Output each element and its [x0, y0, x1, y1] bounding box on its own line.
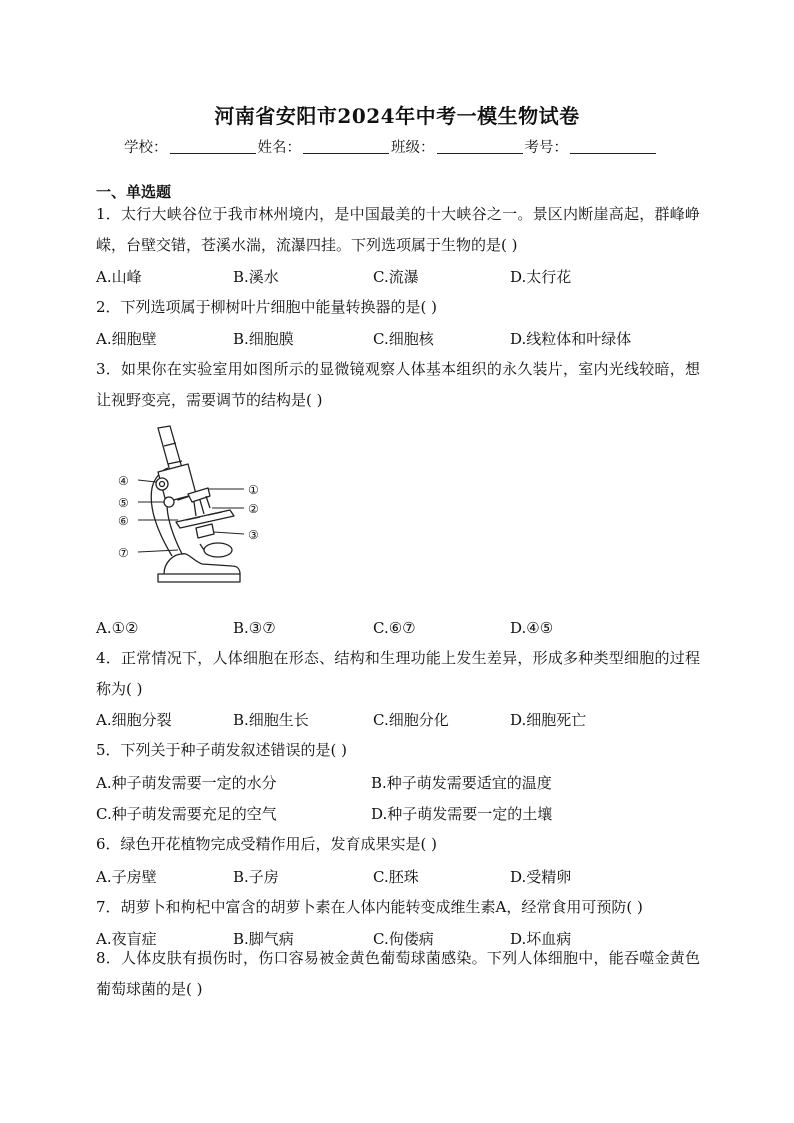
options-2 [96, 328, 706, 350]
options-5a [96, 772, 706, 794]
school-blank[interactable] [170, 139, 256, 154]
question-2: 2．下列选项属于柳树叶片细胞中能量转换器的是( ) [96, 298, 438, 316]
student-info-row [124, 136, 658, 157]
option[interactable]: B.溪水 [233, 268, 279, 286]
section-heading: 一、单选题 [96, 183, 172, 201]
question-5: 5．下列关于种子萌发叙述错误的是( ) [96, 741, 348, 759]
options-1 [96, 266, 706, 288]
question-6: 6．绿色开花植物完成受精作用后，发育成果实是( ) [96, 835, 438, 853]
class-blank[interactable] [437, 139, 523, 154]
option[interactable]: B.细胞生长 [233, 711, 309, 729]
option[interactable]: D.细胞死亡 [510, 711, 587, 729]
question-8: 8．人体皮肤有损伤时，伤口容易被金黄色葡萄球菌感染。下列人体细胞中，能吞噬金黄色葡萄球菌的是( ) [96, 949, 700, 998]
figure-label-3: ③ [248, 528, 259, 542]
exam-title: 河南省安阳市2024年中考一模生物试卷 [214, 104, 580, 128]
question-3: 3．如果你在实验室用如图所示的显微镜观察人体基本组织的永久装片，室内光线较暗，想让视野变亮，需要调节的结构是( ) [96, 360, 700, 409]
school-label: 学校： [124, 140, 168, 156]
option[interactable]: C.流瀑 [373, 268, 419, 286]
option[interactable]: A.山峰 [96, 268, 142, 286]
option[interactable]: B.③⑦ [233, 619, 276, 637]
option[interactable]: A.细胞分裂 [96, 711, 172, 729]
microscope-figure [112, 424, 272, 594]
figure-label-6: ⑥ [118, 514, 129, 528]
option[interactable]: A.①② [96, 619, 139, 637]
figure-label-2: ② [248, 502, 259, 516]
name-label: 姓名： [257, 140, 301, 156]
figure-label-5: ⑤ [118, 496, 129, 510]
question-4: 4．正常情况下，人体细胞在形态、结构和生理功能上发生差异，形成多种类型细胞的过程称为( ) [96, 649, 700, 698]
option[interactable]: C.⑥⑦ [373, 619, 416, 637]
figure-label-1: ① [248, 483, 259, 497]
options-6 [96, 866, 706, 888]
question-7: 7．胡萝卜和枸杞中富含的胡萝卜素在人体内能转变成维生素A，经常食用可预防( ) [96, 898, 643, 916]
option[interactable]: A.细胞壁 [96, 330, 157, 348]
option[interactable]: C.佝偻病 [373, 930, 434, 948]
option[interactable]: B.细胞膜 [233, 330, 294, 348]
options-5b [96, 803, 706, 825]
figure-label-7: ⑦ [118, 546, 129, 560]
number-label: 考号： [524, 140, 568, 156]
option[interactable]: A.子房壁 [96, 868, 157, 886]
option[interactable]: A.夜盲症 [96, 930, 157, 948]
class-label: 班级： [391, 140, 435, 156]
number-blank[interactable] [570, 139, 656, 154]
option[interactable]: D.种子萌发需要一定的土壤 [371, 805, 553, 823]
option[interactable]: D.坏血病 [510, 930, 572, 948]
figure-label-4: ④ [118, 474, 129, 488]
option[interactable]: D.④⑤ [510, 619, 554, 637]
option[interactable]: C.细胞核 [373, 330, 434, 348]
options-4 [96, 709, 706, 731]
option[interactable]: B.子房 [233, 868, 279, 886]
option[interactable]: D.线粒体和叶绿体 [510, 330, 632, 348]
options-3 [96, 619, 706, 641]
option[interactable]: D.太行花 [510, 268, 572, 286]
option[interactable]: B.脚气病 [233, 930, 294, 948]
question-1: 1．太行大峡谷位于我市林州境内，是中国最美的十大峡谷之一。景区内断崖高起，群峰峥嵘，台壁交错，苍溪水湍，流瀑四挂。下列选项属于生物的是( ) [96, 205, 700, 254]
option[interactable]: C.种子萌发需要充足的空气 [96, 805, 277, 823]
option[interactable]: A.种子萌发需要一定的水分 [96, 774, 277, 792]
option[interactable]: D.受精卵 [510, 868, 572, 886]
option[interactable]: B.种子萌发需要适宜的温度 [371, 774, 552, 792]
option[interactable]: C.细胞分化 [373, 711, 449, 729]
option[interactable]: C.胚珠 [373, 868, 419, 886]
name-blank[interactable] [303, 139, 389, 154]
